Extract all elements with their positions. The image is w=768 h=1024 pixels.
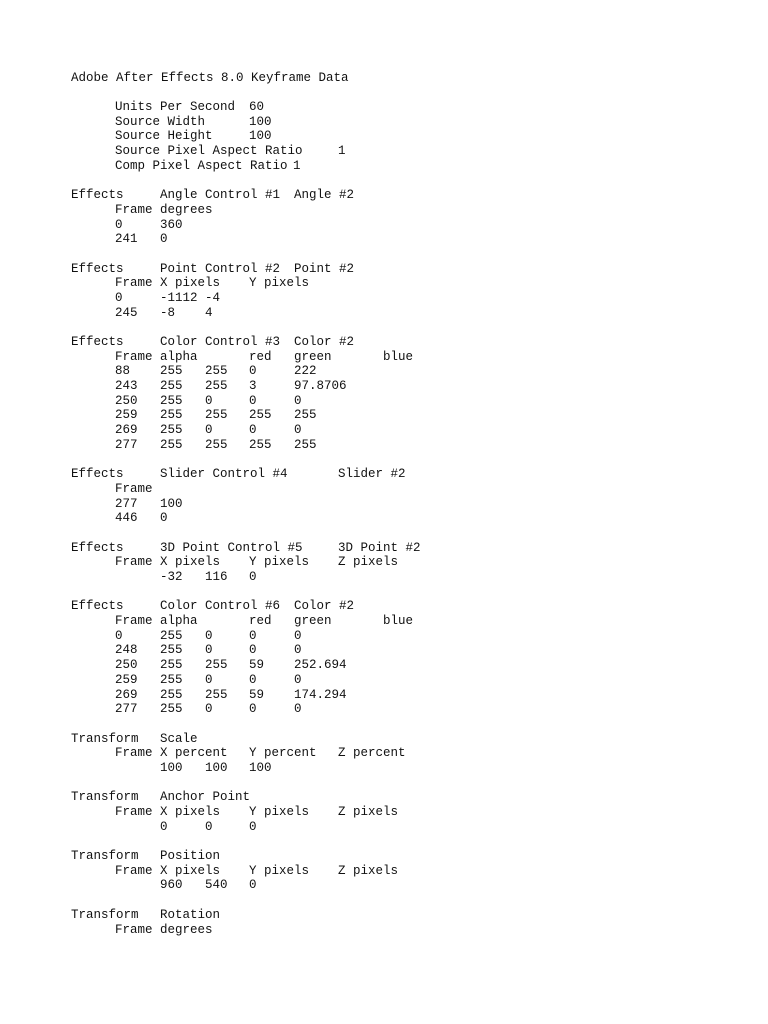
column-header: degrees xyxy=(160,202,213,217)
keyframe-section xyxy=(71,908,748,937)
sections-container xyxy=(71,188,748,937)
table-cell: 0 xyxy=(205,393,213,408)
table-cell: 0 xyxy=(115,217,123,232)
column-header: green xyxy=(294,349,332,364)
column-header: Frame xyxy=(115,276,153,291)
table-cell: 100 xyxy=(160,760,183,775)
table-row xyxy=(71,820,748,835)
section-name: Point Control #2 xyxy=(160,261,281,276)
column-header: X pixels xyxy=(160,805,221,819)
keyframe-section xyxy=(71,599,748,717)
header-row xyxy=(71,159,748,174)
table-cell: 960 xyxy=(160,878,183,893)
table-cell: 0 xyxy=(249,643,257,658)
table-row xyxy=(71,232,748,247)
table-cell: 252.694 xyxy=(294,658,347,673)
column-header-row xyxy=(71,746,748,761)
table-cell: 255 xyxy=(294,437,317,452)
section-name: Color Control #6 xyxy=(160,599,281,614)
table-cell: 250 xyxy=(115,658,138,673)
table-cell: 0 xyxy=(160,511,168,526)
table-cell: 255 xyxy=(294,408,317,423)
column-header: Frame xyxy=(115,349,153,364)
table-cell: 0 xyxy=(249,702,257,717)
header-value: 1 xyxy=(293,158,301,173)
header-block xyxy=(71,100,748,173)
table-cell: 255 xyxy=(205,437,228,452)
table-cell: 222 xyxy=(294,364,317,379)
table-cell: 248 xyxy=(115,643,138,658)
section-name: Rotation xyxy=(160,907,221,922)
keyframe-section xyxy=(71,467,748,526)
table-cell: 255 xyxy=(160,672,183,687)
table-cell: 0 xyxy=(294,643,302,658)
section-heading xyxy=(71,908,748,923)
table-cell: 0 xyxy=(294,702,302,717)
section-name: Slider Control #4 xyxy=(160,467,288,482)
column-header: Y pixels xyxy=(249,863,310,878)
column-header: Z pixels xyxy=(338,863,399,878)
table-cell: 0 xyxy=(294,628,302,643)
column-header: red xyxy=(249,614,272,629)
section-heading xyxy=(71,467,748,482)
table-cell: -1112 xyxy=(160,290,198,305)
column-header: X pixels xyxy=(160,863,221,878)
section-param: Color #2 xyxy=(294,335,355,349)
table-cell: 0 xyxy=(249,364,257,379)
section-name: 3D Point Control #5 xyxy=(160,540,303,555)
keyframe-section xyxy=(71,188,748,247)
column-header: degrees xyxy=(160,922,213,937)
column-header: Y pixels xyxy=(249,805,310,819)
keyframe-section xyxy=(71,335,748,453)
section-name: Anchor Point xyxy=(160,790,251,805)
table-cell: 4 xyxy=(205,305,213,320)
table-cell: 269 xyxy=(115,687,138,702)
section-name: Scale xyxy=(160,731,198,746)
table-cell: 0 xyxy=(115,290,123,305)
table-cell: 0 xyxy=(160,232,168,247)
section-heading xyxy=(71,188,748,203)
table-cell: 255 xyxy=(249,437,272,452)
column-header-row xyxy=(71,614,748,629)
header-row xyxy=(71,100,748,115)
header-value: 100 xyxy=(249,129,272,144)
table-cell: 243 xyxy=(115,379,138,394)
table-row xyxy=(71,423,748,438)
header-value: 100 xyxy=(249,114,272,129)
table-row xyxy=(71,702,748,717)
column-header: Z percent xyxy=(338,746,406,761)
section-group: Effects xyxy=(71,467,124,482)
column-header: alpha xyxy=(160,349,198,364)
table-row xyxy=(71,688,748,703)
section-param: Point #2 xyxy=(294,261,355,276)
section-group: Transform xyxy=(71,849,139,864)
table-cell: 59 xyxy=(249,658,265,673)
section-heading xyxy=(71,790,748,805)
column-header: Frame xyxy=(115,922,153,937)
column-header: Frame xyxy=(115,202,153,217)
table-cell: 255 xyxy=(205,364,228,379)
table-cell: -32 xyxy=(160,570,183,584)
table-cell: 116 xyxy=(205,570,228,584)
header-value: 1 xyxy=(338,144,346,159)
table-cell: 0 xyxy=(294,393,302,408)
table-cell: 259 xyxy=(115,408,138,423)
keyframe-section xyxy=(71,262,748,321)
table-cell: 174.294 xyxy=(294,687,347,702)
table-cell: 0 xyxy=(249,628,257,643)
table-cell: 0 xyxy=(205,423,213,438)
table-cell: 255 xyxy=(160,643,183,658)
table-cell: 277 xyxy=(115,702,138,717)
column-header: alpha xyxy=(160,614,198,629)
column-header-row xyxy=(71,864,748,879)
column-header-row xyxy=(71,276,748,291)
table-row xyxy=(71,570,748,585)
table-cell: 0 xyxy=(205,819,213,834)
column-header-row xyxy=(71,805,748,820)
table-cell: 100 xyxy=(205,760,228,775)
keyframe-section xyxy=(71,790,748,834)
header-label: Source Height xyxy=(115,129,213,144)
table-cell: 259 xyxy=(115,672,138,687)
section-group: Transform xyxy=(71,790,139,805)
table-cell: 100 xyxy=(249,760,272,775)
table-cell: 0 xyxy=(249,423,257,438)
section-name: Angle Control #1 xyxy=(160,188,281,203)
table-cell: 255 xyxy=(160,437,183,452)
column-header: green xyxy=(294,614,332,629)
table-cell: 255 xyxy=(160,423,183,438)
table-cell: 245 xyxy=(115,305,138,320)
column-header-row xyxy=(71,482,748,497)
table-cell: 277 xyxy=(115,496,138,511)
table-cell: 446 xyxy=(115,511,138,526)
column-header-row xyxy=(71,203,748,218)
table-cell: 0 xyxy=(249,819,257,834)
table-row xyxy=(71,218,748,233)
table-row xyxy=(71,511,748,526)
column-header: X pixels xyxy=(160,555,221,570)
table-cell: 100 xyxy=(160,496,183,511)
section-param: Slider #2 xyxy=(338,467,406,482)
column-header-row xyxy=(71,555,748,570)
section-heading xyxy=(71,335,748,350)
column-header: X percent xyxy=(160,746,228,761)
column-header: Frame xyxy=(115,746,153,761)
table-row xyxy=(71,364,748,379)
table-row xyxy=(71,291,748,306)
table-row xyxy=(71,658,748,673)
section-group: Effects xyxy=(71,540,124,555)
table-row xyxy=(71,438,748,453)
table-cell: 255 xyxy=(160,628,183,643)
table-cell: 0 xyxy=(205,672,213,687)
column-header: Y pixels xyxy=(249,276,310,291)
table-cell: 277 xyxy=(115,437,138,452)
table-cell: 255 xyxy=(205,379,228,394)
keyframe-section xyxy=(71,732,748,776)
table-cell: 0 xyxy=(249,393,257,408)
table-cell: -4 xyxy=(205,290,221,305)
table-cell: 59 xyxy=(249,687,265,702)
column-header-row xyxy=(71,923,748,938)
table-row xyxy=(71,306,748,321)
table-cell: 255 xyxy=(160,393,183,408)
table-cell: 0 xyxy=(160,819,168,834)
table-cell: 250 xyxy=(115,393,138,408)
section-heading xyxy=(71,732,748,747)
table-cell: 255 xyxy=(160,408,183,423)
table-cell: 0 xyxy=(115,628,123,643)
column-header: Z pixels xyxy=(338,805,399,819)
header-label: Source Width xyxy=(115,114,206,129)
table-row xyxy=(71,379,748,394)
section-name: Position xyxy=(160,849,221,864)
section-param: Angle #2 xyxy=(294,188,355,203)
table-row xyxy=(71,673,748,688)
section-group: Effects xyxy=(71,188,124,203)
section-group: Transform xyxy=(71,731,139,746)
table-row xyxy=(71,761,748,776)
column-header: Y percent xyxy=(249,746,317,761)
section-name: Color Control #3 xyxy=(160,335,281,349)
header-label: Comp Pixel Aspect Ratio xyxy=(115,158,288,173)
table-cell: 255 xyxy=(160,364,183,379)
table-cell: 241 xyxy=(115,232,138,247)
table-row xyxy=(71,878,748,893)
header-label: Units Per Second xyxy=(115,100,236,114)
table-cell: 0 xyxy=(249,878,257,893)
table-cell: 97.8706 xyxy=(294,379,347,394)
column-header: Frame xyxy=(115,863,153,878)
section-param: Color #2 xyxy=(294,599,355,614)
column-header: Frame xyxy=(115,481,153,496)
section-heading xyxy=(71,262,748,277)
table-cell: 3 xyxy=(249,379,257,394)
column-header: Y pixels xyxy=(249,555,310,570)
table-cell: 255 xyxy=(205,658,228,673)
table-cell: 0 xyxy=(294,423,302,438)
table-cell: 255 xyxy=(160,702,183,717)
keyframe-document xyxy=(71,71,748,952)
column-header: Frame xyxy=(115,805,153,819)
table-row xyxy=(71,394,748,409)
header-row xyxy=(71,129,748,144)
column-header-row xyxy=(71,350,748,365)
table-cell: 0 xyxy=(205,628,213,643)
keyframe-section xyxy=(71,849,748,893)
table-cell: 0 xyxy=(205,702,213,717)
table-cell: 255 xyxy=(160,658,183,673)
table-row xyxy=(71,408,748,423)
section-group: Effects xyxy=(71,599,124,614)
table-cell: 255 xyxy=(160,687,183,702)
table-cell: 0 xyxy=(205,643,213,658)
header-label: Source Pixel Aspect Ratio xyxy=(115,144,303,159)
table-cell: 255 xyxy=(160,379,183,394)
section-group: Transform xyxy=(71,907,139,922)
header-row xyxy=(71,115,748,130)
table-cell: 0 xyxy=(294,672,302,687)
section-heading xyxy=(71,541,748,556)
table-cell: 0 xyxy=(249,570,257,584)
table-cell: 269 xyxy=(115,423,138,438)
table-cell: 88 xyxy=(115,364,131,379)
table-cell: 360 xyxy=(160,217,183,232)
section-group: Effects xyxy=(71,261,124,276)
table-row xyxy=(71,629,748,644)
table-cell: 540 xyxy=(205,878,228,893)
column-header: blue xyxy=(383,614,414,629)
header-value: 60 xyxy=(249,100,265,114)
table-row xyxy=(71,643,748,658)
column-header: Frame xyxy=(115,555,153,570)
header-row xyxy=(71,144,748,159)
column-header: blue xyxy=(383,349,414,364)
section-heading xyxy=(71,599,748,614)
table-cell: 0 xyxy=(249,672,257,687)
table-cell: -8 xyxy=(160,305,176,320)
section-param: 3D Point #2 xyxy=(338,540,421,555)
table-cell: 255 xyxy=(205,687,228,702)
column-header: red xyxy=(249,349,272,364)
table-row xyxy=(71,497,748,512)
section-heading xyxy=(71,849,748,864)
keyframe-section xyxy=(71,541,748,585)
column-header: X pixels xyxy=(160,276,221,291)
table-cell: 255 xyxy=(205,408,228,423)
column-header: Frame xyxy=(115,614,153,629)
document-title: Adobe After Effects 8.0 Keyframe Data xyxy=(71,71,349,85)
table-cell: 255 xyxy=(249,408,272,423)
section-group: Effects xyxy=(71,335,124,349)
column-header: Z pixels xyxy=(338,555,399,570)
